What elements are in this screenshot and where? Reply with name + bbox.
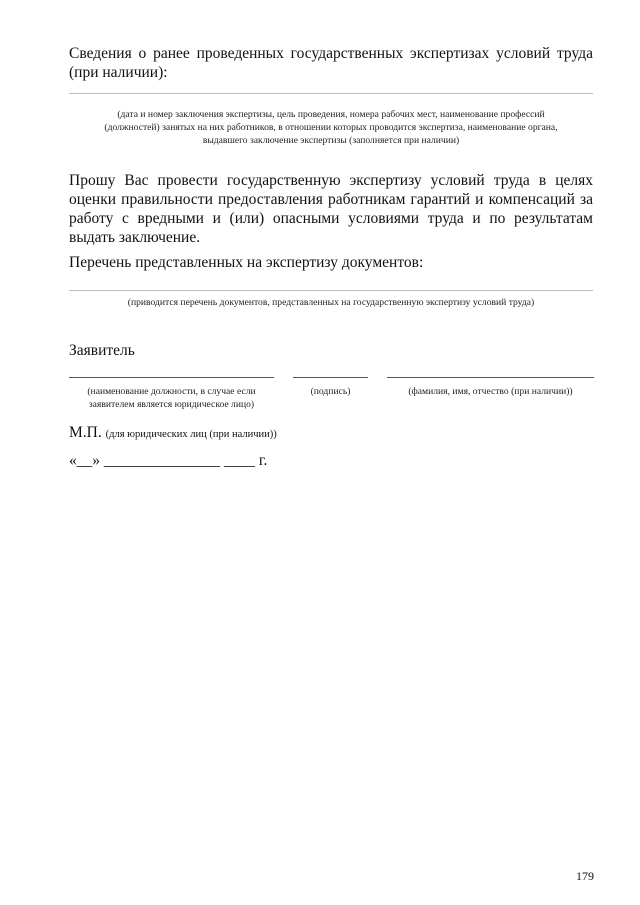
applicant-label: Заявитель	[69, 342, 135, 359]
applicant-name-line	[387, 377, 594, 378]
prior-expertise-text: Сведения о ранее проведенных государственных экспертизах условий труда (при наличии):	[69, 45, 593, 81]
stamp-label: М.П.	[69, 424, 102, 441]
prior-expertise-field-line	[69, 93, 593, 94]
applicant-position-hint: (наименование должности, в случае если заявителем является юридическое лицо)	[87, 386, 256, 410]
documents-title: Перечень представленных на экспертизу документов:	[69, 254, 424, 271]
prior-expertise-hint: (дата и номер заключения экспертизы, цель проведения, номера рабочих мест, наименование профессий (должностей) занятых на них работников, в отношении которых проводится экспертиза, наименование органа, выдавшего заключение экспертизы (заполняется при наличии)	[104, 109, 558, 146]
request-paragraph: Прошу Вас провести государственную экспертизу условий труда в целях оценки правильности предоставления работникам гарантий и компенсаций за работу с вредными и (или) опасными условиями труда и по результатам выдать заключение.	[69, 172, 593, 246]
applicant-signature-line	[293, 377, 368, 378]
documents-hint: (приводится перечень документов, представленных на государственную экспертизу условий труда)	[127, 297, 535, 308]
documents-field-line	[69, 290, 593, 291]
page-number: 179	[576, 869, 594, 883]
date-line: «__» _______________ ____ г.	[69, 452, 268, 469]
applicant-name-hint: (фамилия, имя, отчество (при наличии))	[408, 386, 573, 397]
applicant-signature-hint: (подпись)	[310, 386, 351, 397]
stamp-line	[69, 423, 277, 444]
stamp-note: (для юридических лиц (при наличии))	[105, 429, 277, 440]
applicant-position-line	[69, 377, 274, 378]
